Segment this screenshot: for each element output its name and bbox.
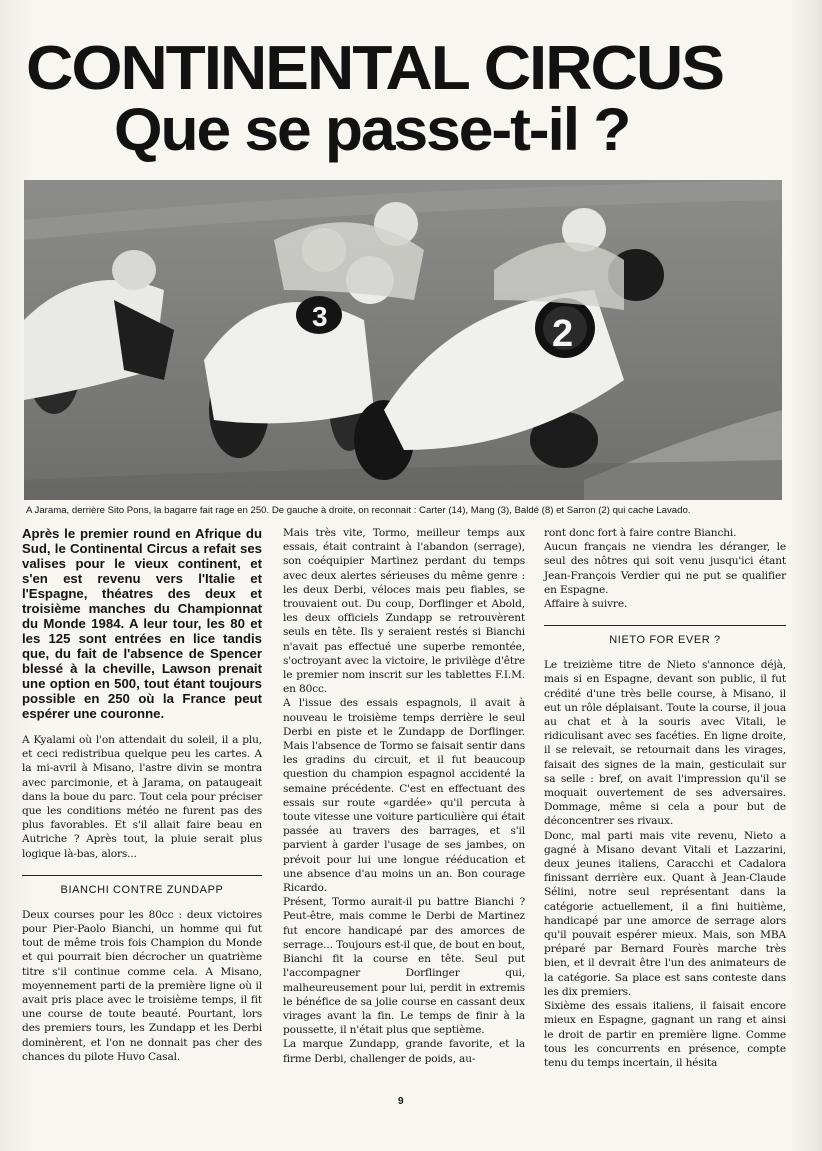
body-paragraph: Deux courses pour les 80cc : deux victoires pour Pier-Paolo Bianchi, un homme qui fut tout de même trois fois Champion du Monde et qui pourrait bien décrocher un quatrième titre s'il continue comme cela. A Misano, moyennement parti de la première ligne où il avait pris place avec le troisième temps, il fit une course de toute beauté. Pourtant, lors des premiers tours, les Zundapp et les Derbi dominèrent, et l'on ne donnait pas cher des chances du pilote Huvo Casal. bbox=[22, 908, 262, 1063]
body-paragraph: A Kyalami où l'on attendait du soleil, il a plu, et ceci redistribua quelque peu les cartes. A la mi-avril à Misano, l'astre divin se montra avec parcimonie, et à Jarama, on pataugeait dans la boue du parc. Tout cela pour préciser que les conditions météo ne furent pas des plus favorables. Et s'il allait faire beau en Autriche ? Après tout, la pluie serait plus logique là-bas, alors... bbox=[22, 734, 262, 860]
body-paragraph: Le treizième titre de Nieto s'annonce déjà, mais si en Espagne, devant son public, il fut crédité d'une très belle course, à Misano, il eut un rôle déplaisant. Toute la course, il joua au chat et à la souris avec Vitali, le ridiculisant avec ses facéties. En ligne droite, il se relevait, se retournait dans les virages, faisait des signes de la main, gesticulait sur sa selle : bref, on avait l'impression qu'il se moquait ouvertement de ses adversaires. Dommage, même si cela a pour but de déconcentrer ses rivaux. bbox=[544, 659, 786, 828]
plate-number-2: 2 bbox=[552, 313, 574, 355]
body-paragraph: Affaire à suivre. bbox=[544, 598, 628, 611]
page-number: 9 bbox=[398, 1096, 404, 1107]
plate-number-3: 3 bbox=[312, 301, 328, 332]
article-column-3 bbox=[544, 526, 786, 1070]
lead-paragraph: Après le premier round en Afrique du Sud, le Continental Circus a refait ses valises pour le vieux continent, et s'en est revenu vers l'Italie et l'Espagne, théatres des deux et troisième manches du Championnat du Monde 1984. A leur tour, les 80 et les 125 sont entrées en lice tandis que, du fait de l'absence de Spencer blessé à la cheville, Lawson prenait une option en 500, tout étant toujours possible en 250 où la France peut espérer une couronne. bbox=[22, 526, 262, 721]
body-paragraph: Sixième des essais italiens, il faisait encore mieux en Espagne, gagnant un rang et ainsi le droit de partir en première ligne. Comme tous les concurrents en présence, compte tenu du temps incertain, il hésita bbox=[544, 1000, 786, 1069]
body-paragraph: Donc, mal parti mais vite revenu, Nieto a gagné à Misano devant Vitali et Lazzarini, deux jeunes italiens, Caracchi et Cadalora finissant derrière eux. Quant à Jean-Claude Sélini, notre seul représentant dans la catégorie actuellement, il a fini huitième, handicapé par une amorce de serrage alors qu'il pouvait espérer mieux. Mais, son MBA préparé par Bernard Fourès marche très bien, et il devrait être l'un des animateurs de la catégorie. Sa place est sans conteste dans les dix premiers. bbox=[544, 829, 786, 998]
section-heading: BIANCHI CONTRE ZUNDAPP bbox=[22, 875, 262, 896]
photo-caption: A Jarama, derrière Sito Pons, la bagarre fait rage en 250. De gauche à droite, on reconnait : Carter (14), Mang (3), Baldé (8) et Sarron (2) qui cache Lavado. bbox=[26, 505, 691, 516]
body-paragraph: Mais très vite, Tormo, meilleur temps aux essais, était contraint à l'abandon (serrage), son coéquipier Martinez perdant du temps avec deux alertes sérieuses du même genre : les deux Derbi, véloces mais peu fiables, se trouvaient out. Du coup, Dorflinger et Abold, les deux officiels Zundapp se retrouvèrent seuls en tête. Ils y seraient restés si Bianchi n'avait pas effectué une superbe remontée, s'octroyant avec la victoire, le privilège d'être le premier nom inscrit sur les tablettes F.I.M. en 80cc. bbox=[283, 527, 525, 696]
body-paragraph: Aucun français ne viendra les déranger, le seul des nôtres qui soit venu jusqu'ici étant Jean-François Verdier qui ne put se qualifier en Espagne. bbox=[544, 541, 786, 596]
motorcycle-racers-illustration bbox=[24, 180, 782, 500]
body-paragraph: ront donc fort à faire contre Bianchi. bbox=[544, 527, 737, 539]
body-paragraph: La marque Zundapp, grande favorite, et la firme Derbi, challenger de poids, au- bbox=[283, 1038, 525, 1065]
headline-line-2: Que se passe-t-il ? bbox=[114, 96, 630, 163]
article-column-2 bbox=[283, 526, 525, 1066]
headline-line-1: CONTINENTAL CIRCUS bbox=[26, 34, 723, 103]
race-photo bbox=[24, 180, 782, 500]
body-paragraph: Présent, Tormo aurait-il pu battre Bianchi ? Peut-être, mais comme le Derbi de Martinez fut encore handicapé par des amorces de serrage... Toujours est-il que, de bout en bout, Bianchi fit la course en tête. Seul put l'accompagner Dorflinger qui, malheureusement pour lui, perdit in extremis le bénéfice de sa jolie course en cassant deux virages avant la fin. Le temps de finir à la poussette, il n'était plus que septième. bbox=[283, 896, 525, 1037]
section-heading: NIETO FOR EVER ? bbox=[544, 625, 786, 646]
article-column-1 bbox=[22, 526, 262, 1064]
body-paragraph: A l'issue des essais espagnols, il avait à nouveau le troisième temps derrière le seul Derbi en piste et le Zundapp de Dorflinger. Mais l'absence de Tormo se faisait sentir dans les gradins du circuit, et il fut beaucoup question du champion espagnol accidenté la semaine précédente. C'est en effectuant des essais sur route «gardée» qu'il percuta à toute vitesse une voiture particulière qui était passée au travers des barrages, et s'il parvient à garder l'usage de ses jambes, on prévoit pour lui une longue rééducation et une absence d'au moins un an. Bon courage Ricardo. bbox=[283, 697, 525, 895]
